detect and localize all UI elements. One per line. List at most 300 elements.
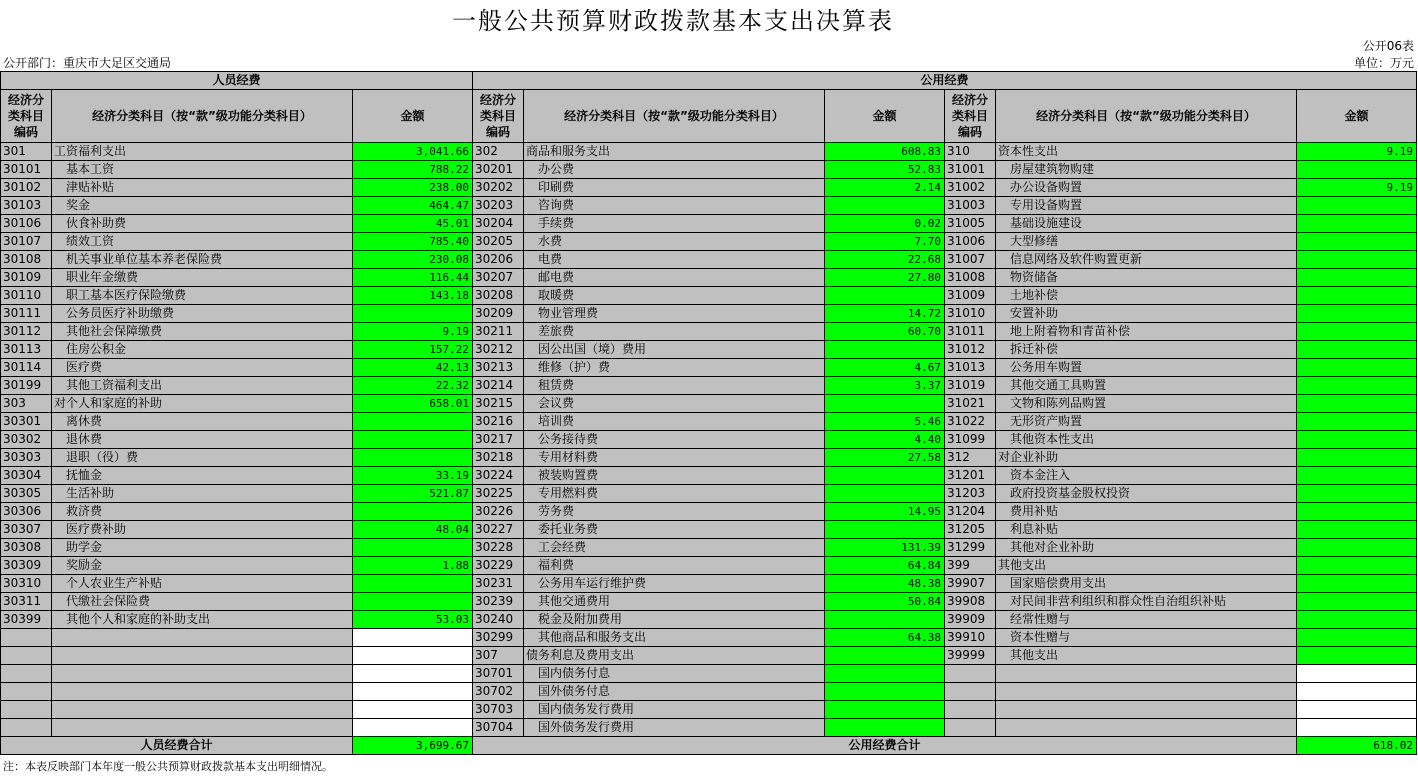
name-cell: 伙食补助费: [52, 215, 353, 233]
amount-cell: 60.70: [825, 323, 945, 341]
amount-cell: 608.83: [825, 143, 945, 161]
amount-cell: [1297, 485, 1417, 503]
code-cell: 30206: [473, 251, 524, 269]
amount-cell: 521.87: [353, 485, 473, 503]
code-cell: 30227: [473, 521, 524, 539]
public-total-label: 公用经费合计: [473, 737, 1297, 755]
code-cell: 30311: [1, 593, 52, 611]
code-cell: [945, 665, 996, 683]
code-cell: 30203: [473, 197, 524, 215]
name-cell: 个人农业生产补贴: [52, 575, 353, 593]
code-cell: 30108: [1, 251, 52, 269]
amount-cell: [1297, 503, 1417, 521]
amount-cell: [1297, 647, 1417, 665]
name-cell: 文物和陈列品购置: [996, 395, 1297, 413]
amount-cell: [1297, 197, 1417, 215]
expenditure-table: [0, 71, 1417, 755]
personnel-total-amount: 3,699.67: [353, 737, 473, 755]
name-cell: 津贴补贴: [52, 179, 353, 197]
amount-cell: [353, 305, 473, 323]
amount-cell: 9.19: [1297, 143, 1417, 161]
code-cell: 31002: [945, 179, 996, 197]
code-cell: 31005: [945, 215, 996, 233]
code-cell: 302: [473, 143, 524, 161]
amount-cell: [1297, 719, 1417, 737]
amount-cell: [1297, 377, 1417, 395]
amount-cell: [1297, 215, 1417, 233]
table-row: [1, 359, 1417, 377]
amount-cell: [825, 521, 945, 539]
code-cell: 30309: [1, 557, 52, 575]
amount-cell: [1297, 161, 1417, 179]
amount-cell: [825, 719, 945, 737]
table-row: [1, 647, 1417, 665]
totals-row: [1, 737, 1417, 755]
code-cell: 30229: [473, 557, 524, 575]
name-cell: 其他资本性支出: [996, 431, 1297, 449]
code-cell: 31013: [945, 359, 996, 377]
name-cell: 利息补贴: [996, 521, 1297, 539]
name-cell: 邮电费: [524, 269, 825, 287]
amount-cell: 2.14: [825, 179, 945, 197]
code-cell: 31019: [945, 377, 996, 395]
amount-cell: [1297, 665, 1417, 683]
amount-cell: [353, 647, 473, 665]
name-cell: [996, 701, 1297, 719]
amount-cell: 50.84: [825, 593, 945, 611]
amount-cell: [353, 683, 473, 701]
col-header-amount: 金额: [353, 90, 473, 143]
name-cell: 职工基本医疗保险缴费: [52, 287, 353, 305]
code-cell: 39910: [945, 629, 996, 647]
table-row: [1, 269, 1417, 287]
amount-cell: [1297, 431, 1417, 449]
name-cell: 对民间非营利组织和群众性自治组织补贴: [996, 593, 1297, 611]
name-cell: 国外债务发行费用: [524, 719, 825, 737]
group-header-personnel: 人员经费: [1, 72, 473, 90]
amount-cell: 42.13: [353, 359, 473, 377]
code-cell: 31299: [945, 539, 996, 557]
amount-cell: [353, 503, 473, 521]
code-cell: 31021: [945, 395, 996, 413]
amount-cell: [353, 431, 473, 449]
amount-cell: [353, 629, 473, 647]
code-cell: 310: [945, 143, 996, 161]
amount-cell: 9.19: [1297, 179, 1417, 197]
name-cell: 公务用车运行维护费: [524, 575, 825, 593]
amount-cell: 1.88: [353, 557, 473, 575]
table-row: [1, 665, 1417, 683]
name-cell: 其他支出: [996, 647, 1297, 665]
name-cell: [52, 719, 353, 737]
name-cell: 咨询费: [524, 197, 825, 215]
code-cell: [945, 683, 996, 701]
amount-cell: 14.95: [825, 503, 945, 521]
code-cell: 31008: [945, 269, 996, 287]
code-cell: 31205: [945, 521, 996, 539]
amount-cell: [1297, 521, 1417, 539]
col-header-amount: 金额: [825, 90, 945, 143]
code-cell: [945, 701, 996, 719]
name-cell: 其他社会保障缴费: [52, 323, 353, 341]
table-note: 注：本表反映部门本年度一般公共预算财政拨款基本支出明细情况。: [3, 760, 333, 773]
code-cell: 30216: [473, 413, 524, 431]
name-cell: 印刷费: [524, 179, 825, 197]
amount-cell: 52.83: [825, 161, 945, 179]
code-cell: 30225: [473, 485, 524, 503]
code-cell: 30103: [1, 197, 52, 215]
amount-cell: [1297, 359, 1417, 377]
amount-cell: [353, 413, 473, 431]
name-cell: 基础设施建设: [996, 215, 1297, 233]
code-cell: 30211: [473, 323, 524, 341]
code-cell: 30109: [1, 269, 52, 287]
code-cell: 31001: [945, 161, 996, 179]
amount-cell: 48.04: [353, 521, 473, 539]
name-cell: [52, 665, 353, 683]
name-cell: 福利费: [524, 557, 825, 575]
code-cell: 39907: [945, 575, 996, 593]
code-cell: 31203: [945, 485, 996, 503]
name-cell: 公务用车购置: [996, 359, 1297, 377]
table-row: [1, 395, 1417, 413]
amount-cell: [353, 719, 473, 737]
code-cell: 399: [945, 557, 996, 575]
amount-cell: 7.70: [825, 233, 945, 251]
code-cell: 30310: [1, 575, 52, 593]
name-cell: 其他支出: [996, 557, 1297, 575]
code-cell: 39909: [945, 611, 996, 629]
name-cell: 税金及附加费用: [524, 611, 825, 629]
code-cell: 30308: [1, 539, 52, 557]
amount-cell: [1297, 611, 1417, 629]
amount-cell: [1297, 287, 1417, 305]
amount-cell: [825, 701, 945, 719]
name-cell: 奖励金: [52, 557, 353, 575]
unit-label: 单位：万元: [1353, 56, 1414, 70]
code-cell: 30111: [1, 305, 52, 323]
amount-cell: 27.80: [825, 269, 945, 287]
table-row: [1, 467, 1417, 485]
code-cell: [1, 647, 52, 665]
amount-cell: [825, 467, 945, 485]
amount-cell: 4.40: [825, 431, 945, 449]
name-cell: [52, 683, 353, 701]
amount-cell: [825, 197, 945, 215]
name-cell: 债务利息及费用支出: [524, 647, 825, 665]
name-cell: 抚恤金: [52, 467, 353, 485]
code-cell: 31003: [945, 197, 996, 215]
code-cell: 39999: [945, 647, 996, 665]
name-cell: 对个人和家庭的补助: [52, 395, 353, 413]
table-row: [1, 449, 1417, 467]
table-row: [1, 539, 1417, 557]
personnel-total-label: 人员经费合计: [1, 737, 353, 755]
name-cell: 物资储备: [996, 269, 1297, 287]
amount-cell: [353, 665, 473, 683]
name-cell: 费用补贴: [996, 503, 1297, 521]
code-cell: [1, 683, 52, 701]
code-cell: 31201: [945, 467, 996, 485]
name-cell: 被装购置费: [524, 467, 825, 485]
table-row: [1, 485, 1417, 503]
amount-cell: 48.38: [825, 575, 945, 593]
amount-cell: [825, 395, 945, 413]
table-row: [1, 305, 1417, 323]
code-cell: 30305: [1, 485, 52, 503]
public-total-amount: 618.02: [1297, 737, 1417, 755]
table-row: [1, 323, 1417, 341]
name-cell: 培训费: [524, 413, 825, 431]
col-header-code: 经济分类科目编码: [473, 90, 524, 143]
table-row: [1, 701, 1417, 719]
name-cell: 土地补偿: [996, 287, 1297, 305]
code-cell: 30106: [1, 215, 52, 233]
code-cell: 31012: [945, 341, 996, 359]
code-cell: 30307: [1, 521, 52, 539]
code-cell: [1, 701, 52, 719]
name-cell: 政府投资基金股权投资: [996, 485, 1297, 503]
amount-cell: [825, 287, 945, 305]
amount-cell: 238.00: [353, 179, 473, 197]
name-cell: 离休费: [52, 413, 353, 431]
name-cell: 国内债务发行费用: [524, 701, 825, 719]
code-cell: 30215: [473, 395, 524, 413]
name-cell: 医疗费: [52, 359, 353, 377]
amount-cell: 131.39: [825, 539, 945, 557]
name-cell: 专用燃料费: [524, 485, 825, 503]
code-cell: 30208: [473, 287, 524, 305]
amount-cell: [353, 575, 473, 593]
code-cell: 39908: [945, 593, 996, 611]
amount-cell: 22.68: [825, 251, 945, 269]
amount-cell: [1297, 575, 1417, 593]
code-cell: 31011: [945, 323, 996, 341]
amount-cell: 45.01: [353, 215, 473, 233]
name-cell: 国内债务付息: [524, 665, 825, 683]
name-cell: 国家赔偿费用支出: [996, 575, 1297, 593]
amount-cell: 22.32: [353, 377, 473, 395]
amount-cell: 0.02: [825, 215, 945, 233]
table-row: [1, 179, 1417, 197]
name-cell: [996, 683, 1297, 701]
name-cell: 职业年金缴费: [52, 269, 353, 287]
amount-cell: [1297, 413, 1417, 431]
name-cell: 维修（护）费: [524, 359, 825, 377]
name-cell: [996, 719, 1297, 737]
name-cell: 会议费: [524, 395, 825, 413]
table-row: [1, 143, 1417, 161]
name-cell: 资本性赠与: [996, 629, 1297, 647]
code-cell: 30701: [473, 665, 524, 683]
name-cell: 生活补助: [52, 485, 353, 503]
table-row: [1, 341, 1417, 359]
table-row: [1, 233, 1417, 251]
code-cell: 30224: [473, 467, 524, 485]
name-cell: 安置补助: [996, 305, 1297, 323]
name-cell: 助学金: [52, 539, 353, 557]
code-cell: 30306: [1, 503, 52, 521]
code-cell: 30231: [473, 575, 524, 593]
amount-cell: [1297, 701, 1417, 719]
amount-cell: [353, 539, 473, 557]
name-cell: 办公设备购置: [996, 179, 1297, 197]
name-cell: 奖金: [52, 197, 353, 215]
table-body: [1, 143, 1417, 737]
amount-cell: [1297, 323, 1417, 341]
table-row: [1, 611, 1417, 629]
name-cell: 经常性赠与: [996, 611, 1297, 629]
amount-cell: 64.38: [825, 629, 945, 647]
col-header-name: 经济分类科目（按“款”级功能分类科目）: [52, 90, 353, 143]
name-cell: 水费: [524, 233, 825, 251]
col-header-name: 经济分类科目（按“款”级功能分类科目）: [996, 90, 1297, 143]
name-cell: 退休费: [52, 431, 353, 449]
amount-cell: [1297, 629, 1417, 647]
page-title: 一般公共预算财政拨款基本支出决算表: [452, 7, 894, 35]
amount-cell: 9.19: [353, 323, 473, 341]
name-cell: 基本工资: [52, 161, 353, 179]
code-cell: 30303: [1, 449, 52, 467]
code-cell: [1, 665, 52, 683]
table-row: [1, 629, 1417, 647]
col-header-name: 经济分类科目（按“款”级功能分类科目）: [524, 90, 825, 143]
table-number: 公开06表: [1362, 39, 1414, 53]
amount-cell: 3.37: [825, 377, 945, 395]
amount-cell: 14.72: [825, 305, 945, 323]
code-cell: 30214: [473, 377, 524, 395]
code-cell: 30107: [1, 233, 52, 251]
table-row: [1, 503, 1417, 521]
table-row: [1, 197, 1417, 215]
amount-cell: [353, 701, 473, 719]
name-cell: 资本金注入: [996, 467, 1297, 485]
code-cell: 30302: [1, 431, 52, 449]
name-cell: 其他交通工具购置: [996, 377, 1297, 395]
amount-cell: [1297, 251, 1417, 269]
code-cell: 30199: [1, 377, 52, 395]
name-cell: 办公费: [524, 161, 825, 179]
amount-cell: [1297, 305, 1417, 323]
name-cell: 其他交通费用: [524, 593, 825, 611]
amount-cell: [1297, 269, 1417, 287]
code-cell: 30399: [1, 611, 52, 629]
code-cell: 30209: [473, 305, 524, 323]
name-cell: 拆迁补偿: [996, 341, 1297, 359]
code-cell: 30217: [473, 431, 524, 449]
code-cell: 31022: [945, 413, 996, 431]
code-cell: 30304: [1, 467, 52, 485]
amount-cell: [825, 665, 945, 683]
amount-cell: 4.67: [825, 359, 945, 377]
name-cell: [52, 629, 353, 647]
name-cell: 医疗费补助: [52, 521, 353, 539]
name-cell: 无形资产购置: [996, 413, 1297, 431]
name-cell: 专用设备购置: [996, 197, 1297, 215]
department-label: 公开部门：重庆市大足区交通局: [3, 56, 172, 70]
table-row: [1, 287, 1417, 305]
amount-cell: 143.18: [353, 287, 473, 305]
amount-cell: [1297, 341, 1417, 359]
amount-cell: [825, 485, 945, 503]
col-header-code: 经济分类科目编码: [1, 90, 52, 143]
name-cell: [52, 647, 353, 665]
code-cell: 30204: [473, 215, 524, 233]
name-cell: 退职（役）费: [52, 449, 353, 467]
code-cell: [1, 719, 52, 737]
amount-cell: [353, 593, 473, 611]
code-cell: 31007: [945, 251, 996, 269]
table-row: [1, 683, 1417, 701]
amount-cell: 64.84: [825, 557, 945, 575]
code-cell: 30110: [1, 287, 52, 305]
table-row: [1, 161, 1417, 179]
name-cell: 专用材料费: [524, 449, 825, 467]
amount-cell: [825, 647, 945, 665]
amount-cell: 116.44: [353, 269, 473, 287]
code-cell: 30226: [473, 503, 524, 521]
table-row: [1, 719, 1417, 737]
code-cell: 30207: [473, 269, 524, 287]
name-cell: 委托业务费: [524, 521, 825, 539]
amount-cell: 230.08: [353, 251, 473, 269]
name-cell: 其他对企业补助: [996, 539, 1297, 557]
code-cell: 30299: [473, 629, 524, 647]
code-cell: 312: [945, 449, 996, 467]
code-cell: 30703: [473, 701, 524, 719]
amount-cell: [1297, 449, 1417, 467]
name-cell: 住房公积金: [52, 341, 353, 359]
col-header-amount: 金额: [1297, 90, 1417, 143]
name-cell: 手续费: [524, 215, 825, 233]
amount-cell: 157.22: [353, 341, 473, 359]
amount-cell: [1297, 395, 1417, 413]
name-cell: 其他个人和家庭的补助支出: [52, 611, 353, 629]
amount-cell: [825, 611, 945, 629]
name-cell: 工资福利支出: [52, 143, 353, 161]
name-cell: 公务员医疗补助缴费: [52, 305, 353, 323]
name-cell: 信息网络及软件购置更新: [996, 251, 1297, 269]
code-cell: 30218: [473, 449, 524, 467]
code-cell: 31099: [945, 431, 996, 449]
code-cell: 31010: [945, 305, 996, 323]
code-cell: 31009: [945, 287, 996, 305]
name-cell: 代缴社会保险费: [52, 593, 353, 611]
amount-cell: 3,041.66: [353, 143, 473, 161]
code-cell: 30101: [1, 161, 52, 179]
code-cell: 307: [473, 647, 524, 665]
code-cell: 30239: [473, 593, 524, 611]
amount-cell: 464.47: [353, 197, 473, 215]
table-row: [1, 413, 1417, 431]
code-cell: 31006: [945, 233, 996, 251]
name-cell: 绩效工资: [52, 233, 353, 251]
code-cell: 30702: [473, 683, 524, 701]
code-cell: 30114: [1, 359, 52, 377]
table-row: [1, 215, 1417, 233]
name-cell: 机关事业单位基本养老保险费: [52, 251, 353, 269]
name-cell: 对企业补助: [996, 449, 1297, 467]
col-header-code: 经济分类科目编码: [945, 90, 996, 143]
code-cell: [945, 719, 996, 737]
name-cell: 取暖费: [524, 287, 825, 305]
amount-cell: 53.03: [353, 611, 473, 629]
name-cell: 差旅费: [524, 323, 825, 341]
amount-cell: [1297, 593, 1417, 611]
code-cell: [1, 629, 52, 647]
code-cell: 30113: [1, 341, 52, 359]
code-cell: 30228: [473, 539, 524, 557]
